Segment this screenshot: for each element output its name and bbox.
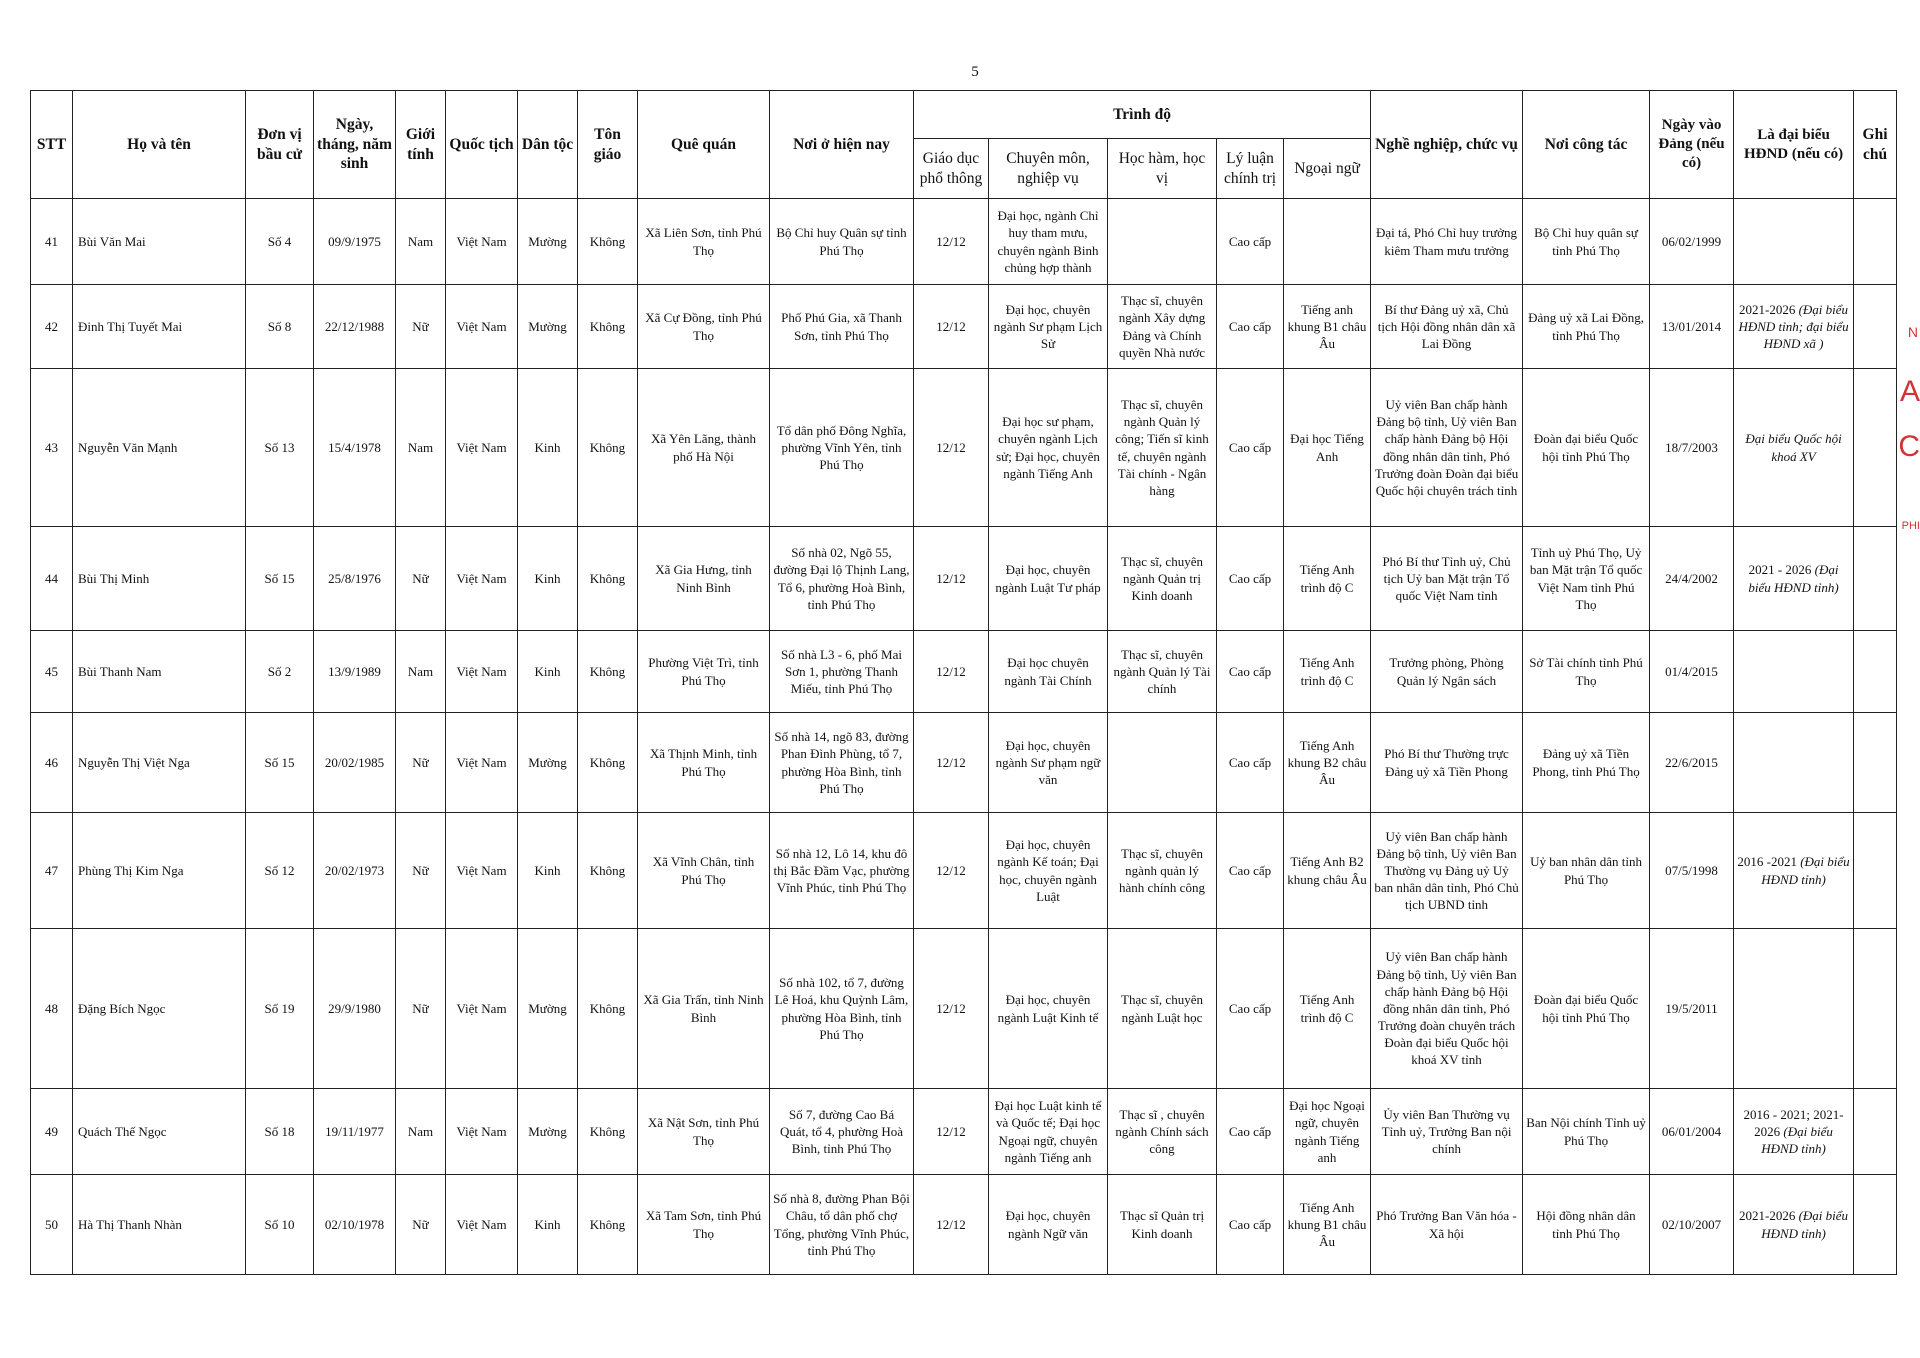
table-row (31, 199, 1897, 285)
cell-hometown: Xã Tam Sơn, tỉnh Phú Thọ (638, 1175, 770, 1275)
cell-political: Cao cấp (1217, 1089, 1284, 1175)
cell-workplace: Bộ Chỉ huy quân sự tỉnh Phú Thọ (1523, 199, 1650, 285)
cell-stt: 44 (31, 527, 73, 631)
cell-hometown: Xã Liên Sơn, tỉnh Phú Thọ (638, 199, 770, 285)
cell-workplace: Đảng uỷ xã Tiền Phong, tỉnh Phú Thọ (1523, 713, 1650, 813)
cell-unit: Số 15 (246, 713, 314, 813)
col-gender: Giới tính (396, 91, 446, 199)
cell-occupation: Phó Bí thư Thường trực Đảng uỷ xã Tiền Phong (1371, 713, 1523, 813)
cell-religion: Không (578, 813, 638, 929)
cell-name: Bùi Văn Mai (73, 199, 246, 285)
cell-name: Bùi Thị Minh (73, 527, 246, 631)
delegate-term: 2016 - 2021; 2021-2026 (1743, 1106, 1844, 1139)
cell-unit: Số 13 (246, 369, 314, 527)
cell-specialty: Đại học, chuyên ngành Sư phạm ngữ văn (989, 713, 1108, 813)
cell-hometown: Xã Gia Trấn, tỉnh Ninh Bình (638, 929, 770, 1089)
stamp-letter: C (1898, 430, 1920, 463)
cell-general-edu: 12/12 (914, 1175, 989, 1275)
cell-nationality: Việt Nam (446, 285, 518, 369)
cell-workplace: Ban Nội chính Tỉnh uỷ Phú Thọ (1523, 1089, 1650, 1175)
cell-stt: 49 (31, 1089, 73, 1175)
cell-occupation: Uỷ viên Ban chấp hành Đảng bộ tỉnh, Uỷ viên Ban chấp hành Đảng bộ Hội đồng nhân dân tỉnh, Phó Trưởng đoàn chuyên trách Đoàn đại biểu Quốc hội khoá XV tỉnh (1371, 929, 1523, 1089)
cell-name: Quách Thế Ngọc (73, 1089, 246, 1175)
cell-nationality: Việt Nam (446, 813, 518, 929)
cell-gender: Nam (396, 631, 446, 713)
delegate-term: 2021-2026 (1739, 301, 1799, 317)
cell-notes (1854, 1175, 1897, 1275)
cell-name: Đặng Bích Ngọc (73, 929, 246, 1089)
cell-language: Đại học Tiếng Anh (1284, 369, 1371, 527)
cell-nationality: Việt Nam (446, 713, 518, 813)
cell-dob: 29/9/1980 (314, 929, 396, 1089)
col-religion: Tôn giáo (578, 91, 638, 199)
cell-degree (1108, 199, 1217, 285)
cell-language: Tiếng anh khung B1 châu Âu (1284, 285, 1371, 369)
cell-degree (1108, 713, 1217, 813)
cell-specialty: Đại học, chuyên ngành Luật Tư pháp (989, 527, 1108, 631)
delegate-term: 2016 -2021 (1737, 854, 1801, 870)
cell-hometown: Phường Việt Trì, tỉnh Phú Thọ (638, 631, 770, 713)
cell-hometown: Xã Gia Hưng, tỉnh Ninh Bình (638, 527, 770, 631)
cell-degree: Thạc sĩ, chuyên ngành Xây dựng Đảng và Chính quyền Nhà nước (1108, 285, 1217, 369)
cell-delegate (1734, 285, 1854, 369)
cell-general-edu: 12/12 (914, 285, 989, 369)
cell-stt: 46 (31, 713, 73, 813)
cell-workplace: Đoàn đại biểu Quốc hội tỉnh Phú Thọ (1523, 929, 1650, 1089)
cell-unit: Số 15 (246, 527, 314, 631)
cell-delegate (1734, 369, 1854, 527)
cell-religion: Không (578, 369, 638, 527)
cell-stt: 50 (31, 1175, 73, 1275)
cell-dob: 25/8/1976 (314, 527, 396, 631)
cell-general-edu: 12/12 (914, 631, 989, 713)
cell-workplace: Đoàn đại biểu Quốc hội tỉnh Phú Thọ (1523, 369, 1650, 527)
cell-religion: Không (578, 631, 638, 713)
cell-dob: 09/9/1975 (314, 199, 396, 285)
cell-gender: Nữ (396, 929, 446, 1089)
cell-nationality: Việt Nam (446, 369, 518, 527)
col-political: Lý luận chính trị (1217, 139, 1284, 199)
table-header (31, 91, 1897, 199)
cell-general-edu: 12/12 (914, 929, 989, 1089)
cell-unit: Số 19 (246, 929, 314, 1089)
cell-gender: Nam (396, 199, 446, 285)
cell-political: Cao cấp (1217, 1175, 1284, 1275)
cell-religion: Không (578, 1089, 638, 1175)
delegate-term: 2021 - 2026 (1748, 562, 1815, 578)
cell-hometown: Xã Thịnh Minh, tỉnh Phú Thọ (638, 713, 770, 813)
col-general-edu: Giáo dục phổ thông (914, 139, 989, 199)
cell-workplace: Uỷ ban nhân dân tỉnh Phú Thọ (1523, 813, 1650, 929)
col-specialty: Chuyên môn, nghiệp vụ (989, 139, 1108, 199)
col-workplace: Nơi công tác (1523, 91, 1650, 199)
cell-specialty: Đại học Luật kinh tế và Quốc tế; Đại học Ngoại ngữ, chuyên ngành Tiếng anh (989, 1089, 1108, 1175)
col-party-date: Ngày vào Đảng (nếu có) (1650, 91, 1734, 199)
cell-hometown: Xã Vĩnh Chân, tỉnh Phú Thọ (638, 813, 770, 929)
cell-party-date: 07/5/1998 (1650, 813, 1734, 929)
cell-gender: Nữ (396, 285, 446, 369)
col-hometown: Quê quán (638, 91, 770, 199)
cell-degree: Thạc sĩ, chuyên ngành Quản lý Tài chính (1108, 631, 1217, 713)
cell-dob: 20/02/1973 (314, 813, 396, 929)
cell-language: Đại học Ngoại ngữ, chuyên ngành Tiếng anh (1284, 1089, 1371, 1175)
table-row (31, 929, 1897, 1089)
table-row (31, 369, 1897, 527)
cell-name: Bùi Thanh Nam (73, 631, 246, 713)
cell-hometown: Xã Nật Sơn, tỉnh Phú Thọ (638, 1089, 770, 1175)
stamp-letter: PHI (1901, 520, 1920, 532)
cell-degree: Thạc sĩ Quản trị Kinh doanh (1108, 1175, 1217, 1275)
col-education-group: Trình độ (914, 91, 1371, 139)
cell-specialty: Đại học, chuyên ngành Luật Kinh tế (989, 929, 1108, 1089)
cell-notes (1854, 813, 1897, 929)
cell-language: Tiếng Anh khung B1 châu Âu (1284, 1175, 1371, 1275)
cell-political: Cao cấp (1217, 369, 1284, 527)
cell-occupation: Ủy viên Ban Thường vụ Tỉnh uỷ, Trưởng Ban nội chính (1371, 1089, 1523, 1175)
cell-dob: 15/4/1978 (314, 369, 396, 527)
table-row (31, 713, 1897, 813)
cell-nationality: Việt Nam (446, 527, 518, 631)
table-row (31, 1175, 1897, 1275)
cell-occupation: Phó Trưởng Ban Văn hóa - Xã hội (1371, 1175, 1523, 1275)
cell-general-edu: 12/12 (914, 713, 989, 813)
cell-specialty: Đại học, chuyên ngành Sư phạm Lịch Sử (989, 285, 1108, 369)
cell-general-edu: 12/12 (914, 1089, 989, 1175)
col-notes: Ghi chú (1854, 91, 1897, 199)
cell-name: Nguyễn Thị Việt Nga (73, 713, 246, 813)
cell-hometown: Xã Cự Đồng, tỉnh Phú Thọ (638, 285, 770, 369)
cell-nationality: Việt Nam (446, 631, 518, 713)
cell-specialty: Đại học chuyên ngành Tài Chính (989, 631, 1108, 713)
col-ethnicity: Dân tộc (518, 91, 578, 199)
col-language: Ngoại ngữ (1284, 139, 1371, 199)
table-row (31, 285, 1897, 369)
col-nationality: Quốc tịch (446, 91, 518, 199)
cell-name: Đinh Thị Tuyết Mai (73, 285, 246, 369)
col-occupation: Nghề nghiệp, chức vụ (1371, 91, 1523, 199)
cell-party-date: 02/10/2007 (1650, 1175, 1734, 1275)
col-unit: Đơn vị bầu cử (246, 91, 314, 199)
cell-residence: Số nhà 8, đường Phan Bội Châu, tổ dân phố chợ Tổng, phường Vĩnh Phúc, tỉnh Phú Thọ (770, 1175, 914, 1275)
cell-occupation: Uỷ viên Ban chấp hành Đảng bộ tỉnh, Uỷ viên Ban chấp hành Đảng bộ Hội đồng nhân dân tỉnh, Phó Trưởng đoàn Đoàn đại biểu Quốc hội chuyên trách tỉnh (1371, 369, 1523, 527)
cell-occupation: Đại tá, Phó Chỉ huy trưởng kiêm Tham mưu trưởng (1371, 199, 1523, 285)
cell-degree: Thạc sĩ, chuyên ngành Quản trị Kinh doanh (1108, 527, 1217, 631)
cell-religion: Không (578, 713, 638, 813)
cell-degree: Thạc sĩ, chuyên ngành Luật học (1108, 929, 1217, 1089)
cell-language: Tiếng Anh trình độ C (1284, 631, 1371, 713)
col-name: Họ và tên (73, 91, 246, 199)
delegate-term: 2021-2026 (1739, 1208, 1799, 1224)
cell-dob: 22/12/1988 (314, 285, 396, 369)
cell-stt: 45 (31, 631, 73, 713)
delegate-role: (Đại biểu HĐND tỉnh) (1748, 562, 1839, 595)
cell-notes (1854, 713, 1897, 813)
cell-language: Tiếng Anh trình độ C (1284, 929, 1371, 1089)
cell-language (1284, 199, 1371, 285)
cell-workplace: Tỉnh uỷ Phú Thọ, Uỷ ban Mặt trận Tổ quốc Việt Nam tỉnh Phú Thọ (1523, 527, 1650, 631)
col-delegate: Là đại biểu HĐND (nếu có) (1734, 91, 1854, 199)
cell-residence: Số nhà 02, Ngõ 55, đường Đại lộ Thịnh Lang, Tổ 6, phường Hoà Bình, tỉnh Phú Thọ (770, 527, 914, 631)
cell-gender: Nữ (396, 1175, 446, 1275)
cell-notes (1854, 929, 1897, 1089)
cell-name: Nguyễn Văn Mạnh (73, 369, 246, 527)
cell-occupation: Bí thư Đảng uỷ xã, Chủ tịch Hội đồng nhân dân xã Lai Đồng (1371, 285, 1523, 369)
cell-delegate (1734, 1089, 1854, 1175)
cell-delegate (1734, 527, 1854, 631)
cell-general-edu: 12/12 (914, 813, 989, 929)
cell-party-date: 06/01/2004 (1650, 1089, 1734, 1175)
cell-degree: Thạc sĩ , chuyên ngành Chính sách công (1108, 1089, 1217, 1175)
cell-degree: Thạc sĩ, chuyên ngành quản lý hành chính công (1108, 813, 1217, 929)
cell-dob: 20/02/1985 (314, 713, 396, 813)
cell-delegate (1734, 1175, 1854, 1275)
col-stt: STT (31, 91, 73, 199)
cell-unit: Số 10 (246, 1175, 314, 1275)
cell-ethnicity: Kinh (518, 527, 578, 631)
cell-political: Cao cấp (1217, 285, 1284, 369)
cell-delegate (1734, 713, 1854, 813)
cell-specialty: Đại học, ngành Chỉ huy tham mưu, chuyên ngành Binh chủng hợp thành (989, 199, 1108, 285)
cell-occupation: Trưởng phòng, Phòng Quản lý Ngân sách (1371, 631, 1523, 713)
cell-unit: Số 18 (246, 1089, 314, 1175)
cell-unit: Số 8 (246, 285, 314, 369)
cell-party-date: 24/4/2002 (1650, 527, 1734, 631)
cell-political: Cao cấp (1217, 929, 1284, 1089)
cell-nationality: Việt Nam (446, 199, 518, 285)
cell-ethnicity: Mường (518, 199, 578, 285)
cell-residence: Số nhà L3 - 6, phố Mai Sơn 1, phường Thanh Miếu, tỉnh Phú Thọ (770, 631, 914, 713)
cell-workplace: Sở Tài chính tỉnh Phú Thọ (1523, 631, 1650, 713)
cell-religion: Không (578, 929, 638, 1089)
cell-party-date: 22/6/2015 (1650, 713, 1734, 813)
cell-specialty: Đại học sư phạm, chuyên ngành Lịch sử; Đại học, chuyên ngành Tiếng Anh (989, 369, 1108, 527)
cell-ethnicity: Mường (518, 929, 578, 1089)
cell-political: Cao cấp (1217, 713, 1284, 813)
cell-stt: 42 (31, 285, 73, 369)
col-degree: Học hàm, học vị (1108, 139, 1217, 199)
page-number: 5 (971, 64, 979, 80)
stamp-letter: A (1899, 375, 1920, 408)
cell-religion: Không (578, 199, 638, 285)
cell-general-edu: 12/12 (914, 369, 989, 527)
cell-general-edu: 12/12 (914, 527, 989, 631)
red-stamp-fragment (1880, 290, 1920, 540)
cell-occupation: Phó Bí thư Tỉnh uỷ, Chủ tịch Uỷ ban Mặt trận Tổ quốc Việt Nam tỉnh (1371, 527, 1523, 631)
cell-hometown: Xã Yên Lãng, thành phố Hà Nội (638, 369, 770, 527)
cell-stt: 48 (31, 929, 73, 1089)
table-row (31, 813, 1897, 929)
cell-nationality: Việt Nam (446, 1175, 518, 1275)
cell-residence: Số nhà 14, ngõ 83, đường Phan Đình Phùng, tổ 7, phường Hòa Bình, tỉnh Phú Thọ (770, 713, 914, 813)
cell-unit: Số 2 (246, 631, 314, 713)
col-residence: Nơi ở hiện nay (770, 91, 914, 199)
cell-ethnicity: Kinh (518, 631, 578, 713)
cell-gender: Nữ (396, 527, 446, 631)
cell-general-edu: 12/12 (914, 199, 989, 285)
cell-notes (1854, 199, 1897, 285)
cell-gender: Nam (396, 1089, 446, 1175)
cell-gender: Nữ (396, 813, 446, 929)
cell-residence: Phố Phú Gia, xã Thanh Sơn, tỉnh Phú Thọ (770, 285, 914, 369)
cell-name: Hà Thị Thanh Nhàn (73, 1175, 246, 1275)
cell-workplace: Hội đồng nhân dân tỉnh Phú Thọ (1523, 1175, 1650, 1275)
col-dob: Ngày, tháng, năm sinh (314, 91, 396, 199)
cell-party-date: 01/4/2015 (1650, 631, 1734, 713)
cell-nationality: Việt Nam (446, 929, 518, 1089)
cell-political: Cao cấp (1217, 527, 1284, 631)
cell-dob: 13/9/1989 (314, 631, 396, 713)
cell-occupation: Uỷ viên Ban chấp hành Đảng bộ tỉnh, Uỷ viên Ban Thường vụ Đảng uỷ Uỷ ban nhân dân tỉnh, Phó Chủ tịch UBND tỉnh (1371, 813, 1523, 929)
cell-gender: Nam (396, 369, 446, 527)
cell-residence: Tổ dân phố Đông Nghĩa, phường Vĩnh Yên, tỉnh Phú Thọ (770, 369, 914, 527)
cell-political: Cao cấp (1217, 813, 1284, 929)
cell-party-date: 19/5/2011 (1650, 929, 1734, 1089)
cell-residence: Số 7, đường Cao Bá Quát, tổ 4, phường Hoà Bình, tỉnh Phú Thọ (770, 1089, 914, 1175)
table-row (31, 1089, 1897, 1175)
cell-delegate (1734, 929, 1854, 1089)
cell-language: Tiếng Anh trình độ C (1284, 527, 1371, 631)
cell-notes (1854, 1089, 1897, 1175)
cell-notes (1854, 527, 1897, 631)
cell-notes (1854, 631, 1897, 713)
cell-religion: Không (578, 1175, 638, 1275)
cell-ethnicity: Kinh (518, 813, 578, 929)
cell-language: Tiếng Anh khung B2 châu Âu (1284, 713, 1371, 813)
cell-ethnicity: Mường (518, 713, 578, 813)
cell-dob: 02/10/1978 (314, 1175, 396, 1275)
cell-nationality: Việt Nam (446, 1089, 518, 1175)
cell-delegate (1734, 631, 1854, 713)
cell-residence: Số nhà 12, Lô 14, khu đô thị Bắc Đầm Vạc, phường Vĩnh Phúc, tỉnh Phú Thọ (770, 813, 914, 929)
cell-religion: Không (578, 527, 638, 631)
cell-party-date: 13/01/2014 (1650, 285, 1734, 369)
cell-dob: 19/11/1977 (314, 1089, 396, 1175)
cell-party-date: 18/7/2003 (1650, 369, 1734, 527)
cell-unit: Số 4 (246, 199, 314, 285)
cell-religion: Không (578, 285, 638, 369)
stamp-letter: N (1907, 324, 1918, 340)
cell-language: Tiếng Anh B2 khung châu Âu (1284, 813, 1371, 929)
cell-workplace: Đảng uỷ xã Lai Đồng, tỉnh Phú Thọ (1523, 285, 1650, 369)
cell-ethnicity: Kinh (518, 1175, 578, 1275)
delegate-role: Đại biểu Quốc hội khoá XV (1745, 431, 1842, 464)
cell-stt: 47 (31, 813, 73, 929)
cell-party-date: 06/02/1999 (1650, 199, 1734, 285)
cell-ethnicity: Mường (518, 1089, 578, 1175)
cell-gender: Nữ (396, 713, 446, 813)
cell-political: Cao cấp (1217, 199, 1284, 285)
table-row (31, 527, 1897, 631)
cell-delegate (1734, 813, 1854, 929)
cell-degree: Thạc sĩ, chuyên ngành Quản lý công; Tiến sĩ kinh tế, chuyên ngành Tài chính - Ngân hàng (1108, 369, 1217, 527)
delegate-role: (Đại biểu HĐND tỉnh) (1761, 1208, 1849, 1241)
cell-stt: 41 (31, 199, 73, 285)
cell-political: Cao cấp (1217, 631, 1284, 713)
delegate-role: (Đại biểu HĐND tỉnh) (1761, 1123, 1833, 1157)
delegate-role: (Đại biểu HĐND tỉnh) (1761, 854, 1850, 887)
cell-specialty: Đại học, chuyên ngành Kế toán; Đại học, chuyên ngành Luật (989, 813, 1108, 929)
candidate-table (30, 90, 1897, 1275)
cell-residence: Số nhà 102, tổ 7, đường Lê Hoá, khu Quỳnh Lâm, phường Hòa Bình, tỉnh Phú Thọ (770, 929, 914, 1089)
cell-unit: Số 12 (246, 813, 314, 929)
cell-name: Phùng Thị Kim Nga (73, 813, 246, 929)
cell-delegate (1734, 199, 1854, 285)
table-row (31, 631, 1897, 713)
cell-specialty: Đại học, chuyên ngành Ngữ văn (989, 1175, 1108, 1275)
cell-residence: Bộ Chỉ huy Quân sự tỉnh Phú Thọ (770, 199, 914, 285)
cell-stt: 43 (31, 369, 73, 527)
cell-ethnicity: Kinh (518, 369, 578, 527)
delegate-role: (Đại biểu HĐND tỉnh; đại biểu HĐND xã ) (1738, 301, 1849, 352)
cell-ethnicity: Mường (518, 285, 578, 369)
table-body (31, 199, 1897, 1275)
